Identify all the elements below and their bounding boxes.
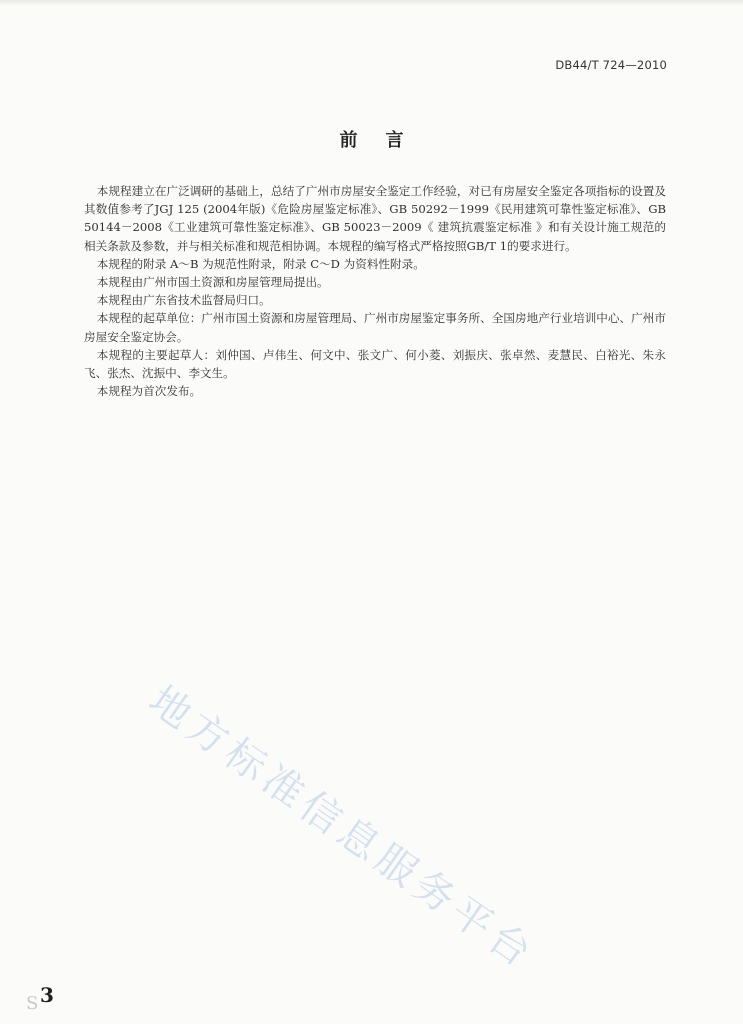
corner-mark: S [26, 993, 39, 1014]
page-title: 前言 [339, 130, 432, 151]
paragraph-overview: 本规程建立在广泛调研的基础上，总结了广州市房屋安全鉴定工作经验，对已有房屋安全鉴定各项指标的设置及其数值参考了JGJ 125 (2004年版)《危险房屋鉴定标准》、GB 50292－1999《民用建筑可靠性鉴定标准》、GB 50144－2008《工业建筑可靠性鉴定标准》、GB 50023－2009《 建筑抗震鉴定标准 》和有关设计施工规范的相关条款及参数，并与相关标准和规范相协调。本规程的编写格式严格按照GB/T 1的要求进行。 [84, 184, 666, 253]
page-number: 3 [40, 983, 54, 1007]
paragraph-drafters: 本规程的主要起草人：刘仲国、卢伟生、何文中、张文广、何小菱、刘振庆、张卓然、麦慧民、白裕光、朱永飞、张杰、沈振中、李文生。 [84, 347, 666, 381]
watermark-text: 地方标准信息服务平台 [140, 677, 544, 979]
page-edge [0, 0, 743, 6]
paragraph-first-release: 本规程为首次发布。 [96, 384, 202, 399]
paragraph-drafting-units: 本规程的起草单位：广州市国土资源和房屋管理局、广州市房屋鉴定事务所、全国房地产行业培训中心、广州市房屋安全鉴定协会。 [84, 311, 666, 344]
paragraph-appendices: 本规程的附录 A～B 为规范性附录，附录 C～D 为资料性附录。 [96, 256, 425, 271]
standard-code: DB44/T 724—2010 [555, 58, 667, 72]
paragraph-authority: 本规程由广东省技术监督局归口。 [96, 293, 271, 308]
foreword-body [84, 182, 666, 400]
paragraph-proposer: 本规程由广州市国土资源和房屋管理局提出。 [96, 275, 329, 290]
